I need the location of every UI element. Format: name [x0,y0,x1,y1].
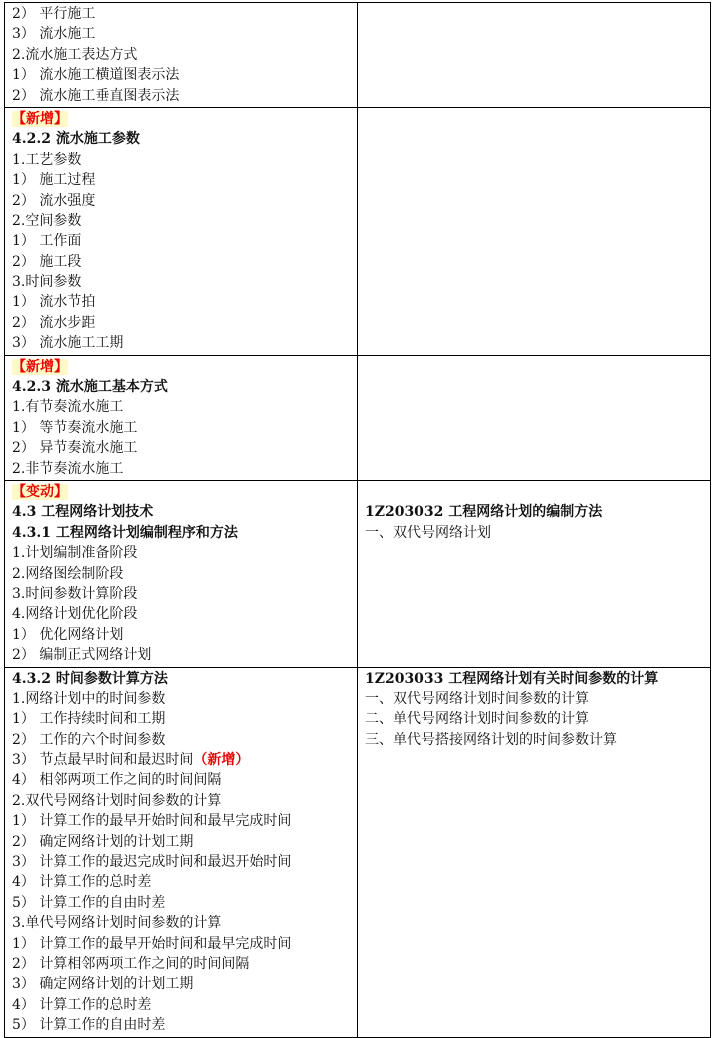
text-line [12,893,357,913]
change-tag [12,482,357,502]
text-line [12,191,357,211]
line-text: 3） 确定网络计划的计划工期 [12,976,194,993]
line-text: 5） 计算工作的自由时差 [12,894,166,911]
text-line [12,170,357,190]
right-cell [358,480,711,667]
text-line [12,750,357,770]
text-line [12,995,357,1015]
text-line [12,459,357,479]
line-text: 2） 平行施工 [12,6,96,22]
text-line [12,625,357,645]
text-line [12,65,357,85]
text-line [365,709,710,729]
line-text: 一、双代号网络计划时间参数的计算 [365,690,589,707]
text-line [365,689,710,709]
line-text: 1） 流水施工横道图表示法 [12,67,180,84]
right-cell [358,107,711,355]
left-cell [5,3,358,108]
line-text: 4.3.2 时间参数计算方法 [12,670,168,687]
section-heading [365,669,710,689]
right-cell [358,667,711,1037]
line-text: 1Z203032 工程网络计划的编制方法 [365,504,603,521]
text-line [365,482,710,502]
text-line [365,730,710,750]
line-text: 1） 计算工作的最早开始时间和最早完成时间 [12,935,292,952]
text-line [12,934,357,954]
text-line [12,231,357,251]
table-row [5,107,711,355]
text-line [12,913,357,933]
text-line [12,252,357,272]
line-text: 2） 编制正式网络计划 [12,647,152,664]
line-text: 1.网络计划中的时间参数 [12,690,166,707]
line-text: 2） 计算相邻两项工作之间的时间间隔 [12,955,250,972]
text-line [365,523,710,543]
line-text: 3.单代号网络计划时间参数的计算 [12,915,222,932]
section-heading [12,523,357,543]
line-text: 【新增】 [12,110,68,127]
table-row [5,480,711,667]
text-line [12,974,357,994]
line-text: 2） 流水强度 [12,192,96,209]
line-text: 3.时间参数计算阶段 [12,585,138,602]
text-line [12,811,357,831]
right-cell [358,355,711,480]
line-text: 【变动】 [12,483,68,500]
text-line [12,852,357,872]
text-line [12,292,357,312]
text-line [12,770,357,790]
text-line [12,709,357,729]
text-line [12,418,357,438]
line-text: 1） 施工过程 [12,172,96,189]
text-line [12,564,357,584]
text-line [12,86,357,106]
text-line [12,584,357,604]
left-cell [5,355,358,480]
line-text: 3.时间参数 [12,274,82,291]
line-text: 三、单代号搭接网络计划的时间参数计算 [365,731,617,748]
section-heading [12,669,357,689]
line-text: 一、双代号网络计划 [365,524,491,541]
line-text: 4.3.1 工程网络计划编制程序和方法 [12,524,238,541]
line-text: 1） 优化网络计划 [12,626,124,643]
change-tag [12,109,357,129]
section-heading [12,377,357,397]
text-line [12,604,357,624]
table-body [5,3,711,1038]
text-line [12,872,357,892]
table-row [5,355,711,480]
text-line [12,397,357,417]
line-text: 2.空间参数 [12,212,82,229]
section-heading [365,502,710,522]
text-line [12,313,357,333]
line-text: 4） 计算工作的总时差 [12,996,152,1013]
line-text: 4） 相邻两项工作之间的时间间隔 [12,772,222,789]
left-cell [5,107,358,355]
text-line [12,645,357,665]
line-text: 2.非节奏流水施工 [12,460,124,477]
text-line [12,1015,357,1035]
line-text: 1） 工作持续时间和工期 [12,711,166,728]
text-line [12,543,357,563]
change-tag [12,357,357,377]
line-text: 【新增】 [12,358,68,375]
line-text: 4.2.2 流水施工参数 [12,131,140,148]
line-text: 1.有节奏流水施工 [12,399,124,416]
line-text: 3） 计算工作的最迟完成时间和最迟开始时间 [12,854,292,871]
text-line [12,24,357,44]
line-text: 3） 流水施工工期 [12,335,124,352]
line-text: 1） 计算工作的最早开始时间和最早完成时间 [12,813,292,830]
line-text: 2.流水施工表达方式 [12,46,138,63]
line-text: 1） 流水节拍 [12,294,96,311]
new-marker: （新增） [193,752,250,769]
text-line [12,333,357,353]
text-line [12,438,357,458]
right-cell [358,3,711,108]
line-text: 5） 计算工作的自由时差 [12,1017,166,1034]
text-line [12,150,357,170]
line-text: 二、单代号网络计划时间参数的计算 [365,711,589,728]
line-text: 2） 施工段 [12,253,82,270]
text-line [12,45,357,65]
text-line [12,689,357,709]
text-line [12,730,357,750]
line-text: 4.网络计划优化阶段 [12,606,138,623]
line-text: 2.双代号网络计划时间参数的计算 [12,792,222,809]
text-line [12,954,357,974]
line-text: 4） 计算工作的总时差 [12,874,152,891]
line-text: 3） 流水施工 [12,26,96,43]
text-line [12,211,357,231]
line-text: 2） 流水步距 [12,314,96,331]
line-text: 1） 工作面 [12,233,82,250]
line-text: 4.3 工程网络计划技术 [12,504,154,521]
line-text: 2） 流水施工垂直图表示法 [12,87,180,104]
section-heading [12,129,357,149]
line-text: 1） 等节奏流水施工 [12,419,138,436]
line-text: 1.工艺参数 [12,151,82,168]
line-text: 4.2.3 流水施工基本方式 [12,379,168,396]
line-text: 2） 工作的六个时间参数 [12,731,166,748]
table-row [5,667,711,1037]
table-row [5,3,711,108]
line-text: 3） 节点最早时间和最迟时间 [12,752,194,769]
left-cell [5,480,358,667]
text-line [12,791,357,811]
line-text: 1.计划编制准备阶段 [12,545,138,562]
section-heading [12,502,357,522]
text-line [12,832,357,852]
line-text: 2） 异节奏流水施工 [12,440,138,457]
line-text: 2） 确定网络计划的计划工期 [12,833,194,850]
document-table [4,2,711,1038]
left-cell [5,667,358,1037]
text-line [12,4,357,24]
line-text: 1Z203033 工程网络计划有关时间参数的计算 [365,670,659,687]
line-text: 2.网络图绘制阶段 [12,565,124,582]
text-line [12,272,357,292]
